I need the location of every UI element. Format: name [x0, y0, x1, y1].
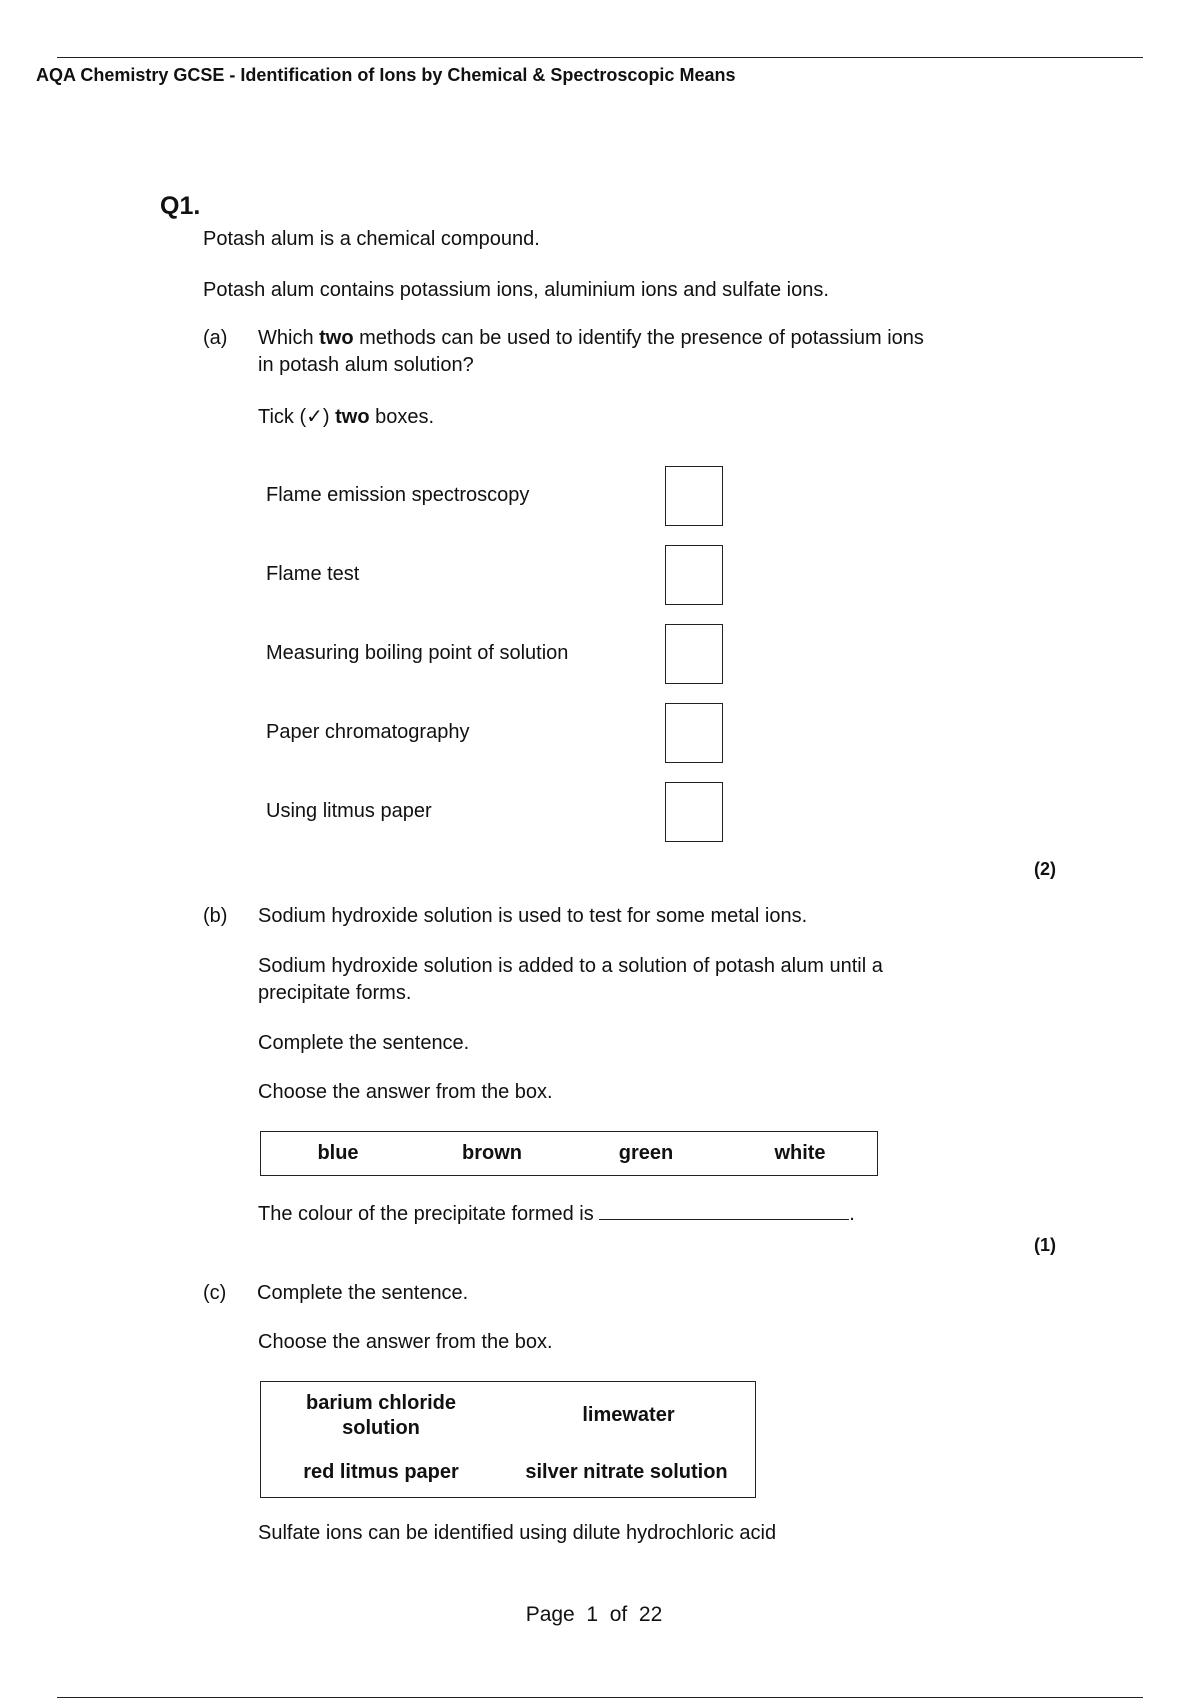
part-b-marks: (1): [1034, 1235, 1056, 1255]
tickbox-litmus[interactable]: [665, 782, 723, 842]
intro-line-1: Potash alum is a chemical compound.: [203, 228, 540, 250]
part-c-label: (c): [203, 1282, 227, 1304]
choice-green[interactable]: green: [618, 1142, 674, 1164]
tick-mid: ): [322, 406, 336, 428]
answer-line[interactable]: [599, 1203, 849, 1220]
part-a-marks: (2): [1034, 859, 1056, 879]
part-a-question: [258, 325, 924, 379]
part-c-line2: Choose the answer from the box.: [258, 1331, 553, 1353]
question-number: Q1.: [160, 192, 201, 220]
part-c-line1: Complete the sentence.: [257, 1282, 469, 1304]
part-b-line2: [258, 953, 883, 1007]
option-label-flame-test: Flame test: [266, 563, 360, 585]
choice-silver-nitrate[interactable]: silver nitrate solution: [525, 1461, 728, 1483]
tickbox-chromatography[interactable]: [665, 703, 723, 763]
part-b-line2a: Sodium hydroxide solution is added to a solution of potash alum until a: [258, 955, 883, 977]
option-label-chromatography: Paper chromatography: [266, 721, 470, 743]
bottom-rule: [57, 1697, 1143, 1698]
part-a-q-bold: two: [319, 327, 354, 349]
choice-red-litmus[interactable]: red litmus paper: [303, 1461, 459, 1483]
choice-white[interactable]: white: [774, 1142, 826, 1164]
tickbox-flame-emission[interactable]: [665, 466, 723, 526]
part-b-line3: Complete the sentence.: [258, 1032, 470, 1054]
reagent-choice-box: [260, 1381, 756, 1498]
document-header: AQA Chemistry GCSE - Identification of Ions by Chemical & Spectroscopic Means: [36, 65, 736, 85]
part-b-sentence-text: The colour of the precipitate formed is: [258, 1203, 594, 1225]
part-b-line1: Sodium hydroxide solution is used to test for some metal ions.: [258, 905, 808, 927]
tick-pre: Tick (: [258, 406, 307, 428]
choice-barium-chloride[interactable]: [266, 1391, 496, 1441]
tickbox-boiling-point[interactable]: [665, 624, 723, 684]
choice-barium-line1: barium chloride: [305, 1392, 457, 1414]
part-a-label: (a): [203, 327, 228, 349]
intro-line-2: Potash alum contains potassium ions, aluminium ions and sulfate ions.: [203, 279, 829, 301]
sentence-end: .: [849, 1203, 855, 1225]
tickbox-flame-test[interactable]: [665, 545, 723, 605]
tick-bold: two: [335, 406, 370, 428]
option-label-boiling-point: Measuring boiling point of solution: [266, 642, 569, 664]
checkmark-icon: ✓: [306, 406, 323, 428]
page-footer: Page 1 of 22: [525, 1603, 663, 1626]
choice-blue[interactable]: blue: [317, 1142, 359, 1164]
choice-limewater[interactable]: limewater: [582, 1404, 675, 1426]
part-b-line4: Choose the answer from the box.: [258, 1081, 553, 1103]
part-a-tick-instruction: [258, 404, 434, 431]
choice-brown[interactable]: brown: [462, 1142, 522, 1164]
option-label-flame-emission: Flame emission spectroscopy: [266, 484, 530, 506]
part-c-sentence: Sulfate ions can be identified using dilute hydrochloric acid: [258, 1522, 777, 1544]
part-a-q-post: methods can be used to identify the presence of potassium ions: [353, 327, 924, 349]
part-a-q-pre: Which: [258, 327, 320, 349]
tick-post: boxes.: [369, 406, 435, 428]
colour-choice-box: [260, 1131, 878, 1176]
part-b-line2b: precipitate forms.: [258, 982, 412, 1004]
part-b-sentence: [258, 1201, 855, 1228]
part-b-label: (b): [203, 905, 228, 927]
top-rule: [57, 57, 1143, 58]
option-label-litmus: Using litmus paper: [266, 800, 432, 822]
part-a-q-line2: in potash alum solution?: [258, 354, 474, 376]
choice-barium-line2: solution: [342, 1417, 420, 1439]
